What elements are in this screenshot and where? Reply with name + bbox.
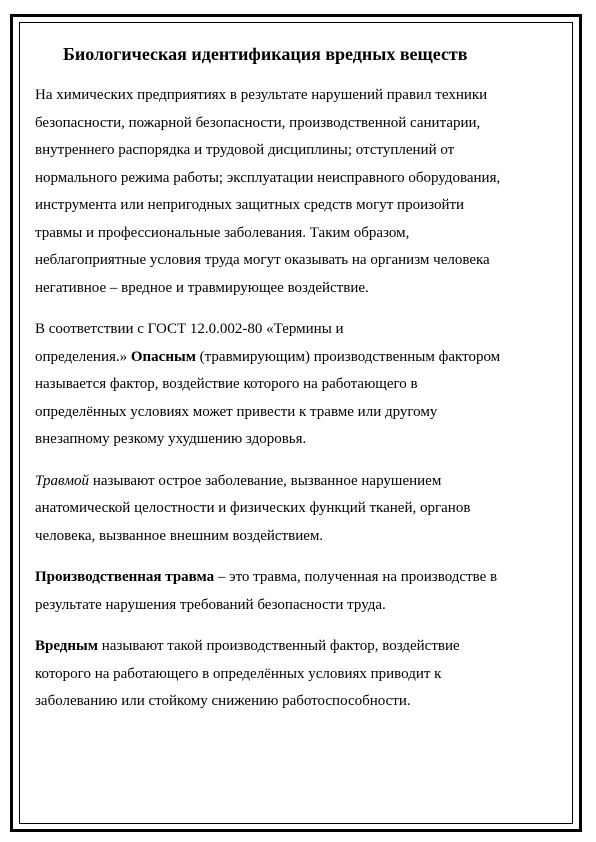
document-title: Биологическая идентификация вредных веществ [63, 44, 468, 64]
term-workplace-injury: Производственная травма [35, 569, 215, 585]
paragraph-injury-definition [35, 468, 565, 551]
injury-definition-text: называют острое заболевание, вызванное нарушением анатомической целостности и физических функций тканей, органов человека, вызванное внешним воздействием. [35, 472, 471, 544]
workplace-injury-text: – это травма, полученная на производстве в результате нарушения требований безопасности труда. [35, 569, 498, 613]
hazard-definition-text: (травмирующим) производственным фактором называется фактор, воздействие которого на работающего в определённых условиях может привести к травме или другому внезапному резкому ухудшению здоровья. [35, 348, 501, 447]
paragraph-harmful-factor [35, 633, 565, 716]
term-injury: Травмой [35, 472, 90, 489]
term-hazardous: Опасным [130, 348, 196, 365]
term-harmful: Вредным [35, 638, 98, 654]
paragraph-intro: На химических предприятиях в результате нарушений правил техники безопасности, пожарной безопасности, производственной санитарии, внутреннего распорядка и трудовой дисциплины; отступлений от нормального режима работы; эксплуатации неисправного оборудования, инструмента или непригодных защитных средств могут произойти травмы и профессиональные заболевания. Таким образом, неблагоприятные условия труда могут оказывать на организм человека негативное – вредное и травмирующее воздействие. [35, 87, 501, 296]
document-body [35, 40, 565, 730]
gost-reference: В соответствии с ГОСТ 12.0.002-80 «Термины и определения.» [35, 321, 344, 365]
harmful-factor-text: называют такой производственный фактор, воздействие которого на работающего в определённых условиях приводит к заболеванию или стойкому снижению работоспособности. [35, 638, 460, 709]
paragraph-hazard-definition [35, 316, 565, 454]
paragraph-workplace-injury [35, 564, 565, 619]
